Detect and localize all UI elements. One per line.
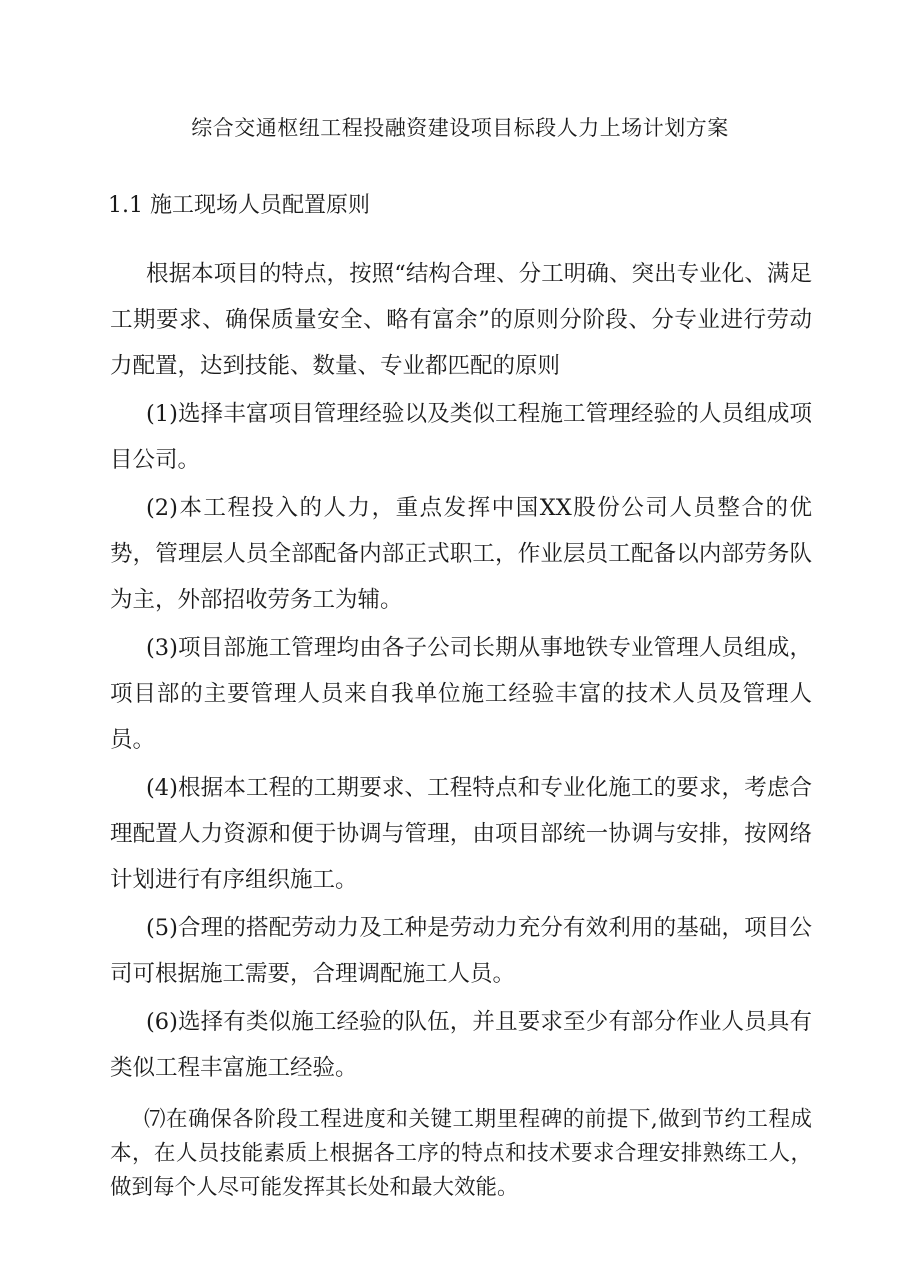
paragraph-item-6: (6)选择有类似施工经验的队伍，并且要求至少有部分作业人员具有类似工程丰富施工经验。 (110, 1009, 812, 1081)
paragraph-item-1: (1)选择丰富项目管理经验以及类似工程施工管理经验的人员组成项目公司。 (110, 401, 812, 473)
document-title: 综合交通枢纽工程投融资建设项目标段人力上场计划方案 (191, 116, 729, 140)
paragraph-item-3: (3)项目部施工管理均由各子公司长期从事地铁专业管理人员组成，项目部的主要管理人员来自我单位施工经验丰富的技术人员及管理人员。 (110, 635, 812, 753)
paragraph-intro: 根据本项目的特点，按照“结构合理、分工明确、突出专业化、满足工期要求、确保质量安全、略有富余”的原则分阶段、分专业进行劳动力配置，达到技能、数量、专业都匹配的原则 (110, 261, 812, 379)
section-heading: 1.1 施工现场人员配置原则 (108, 193, 370, 218)
document-body (110, 251, 812, 1205)
paragraph-item-5: (5)合理的搭配劳动力及工种是劳动力充分有效利用的基础，项目公司可根据施工需要，合理调配施工人员。 (110, 915, 812, 987)
paragraph-item-7: ⑺在确保各阶段工程进度和关键工期里程碑的前提下,做到节约工程成本，在人员技能素质上根据各工序的特点和技术要求合理安排熟练工人，做到每个人尽可能发挥其长处和最大效能。 (110, 1107, 812, 1200)
paragraph-item-2: (2)本工程投入的人力，重点发挥中国XX股份公司人员整合的优势，管理层人员全部配备内部正式职工，作业层员工配备以内部劳务队为主，外部招收劳务工为辅。 (110, 495, 812, 613)
paragraph-item-4: (4)根据本工程的工期要求、工程特点和专业化施工的要求，考虑合理配置人力资源和便于协调与管理，由项目部统一协调与安排，按网络计划进行有序组织施工。 (110, 775, 812, 893)
